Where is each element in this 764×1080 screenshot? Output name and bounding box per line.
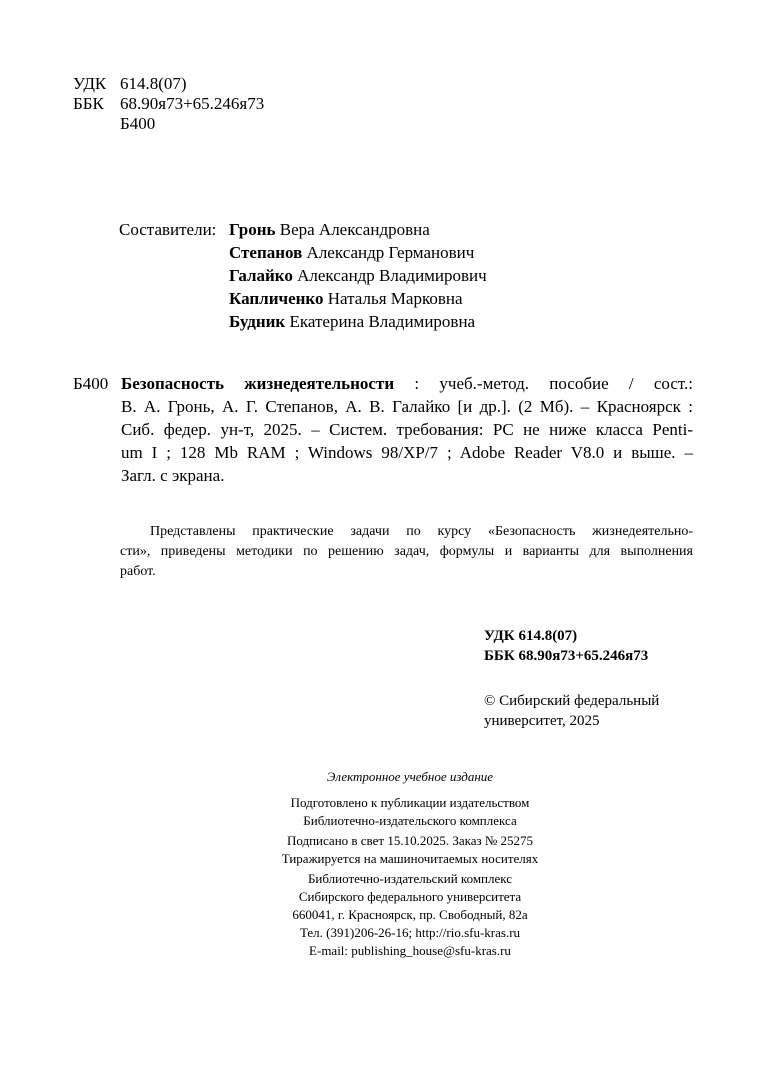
publisher-line-1: Библиотечно-издательский комплекс [307, 871, 513, 886]
bib-line-1-rest: : учеб.-метод. пособие / сост.: [414, 374, 694, 393]
annotation-line-1: Представлены практические задачи по курсу «Безопасность жизнедеятельно- [150, 524, 693, 539]
annotation-line-2: сти», приведены методики по решению задач, формулы и варианты для выполнения [120, 544, 693, 559]
compiler-item [229, 241, 487, 264]
publisher-email: E-mail: publishing_house@sfu-kras.ru [309, 943, 511, 958]
annotation [120, 522, 693, 582]
bbk-value: 68.90я73+65.246я73 [120, 94, 265, 113]
bib-line-5: Загл. с экрана. [121, 466, 225, 485]
imprint-preparation: Подготовлено к публикации издательством Библиотечно-издательского комплекса [290, 795, 530, 828]
bib-line-4: um I ; 128 Mb RAM ; Windows 98/XP/7 ; Adobe Reader V8.0 и выше. – [121, 443, 693, 462]
compiler-surname: Будник [229, 312, 286, 331]
compiler-item [229, 310, 487, 333]
right-bbk: ББК 68.90я73+65.246я73 [484, 648, 649, 664]
right-udk: УДК 614.8(07) [484, 628, 578, 644]
publisher-address: 660041, г. Красноярск, пр. Свободный, 82а [292, 907, 528, 922]
annotation-line-3: работ. [120, 564, 156, 579]
compiler-surname: Капличенко [229, 289, 324, 308]
author-mark: Б400 [120, 114, 156, 133]
copyright-line-1: © Сибирский федеральный [484, 693, 660, 709]
compiler-given-names: Александр Германович [306, 243, 475, 262]
bbk-row [73, 94, 264, 114]
author-mark-row [73, 114, 264, 134]
compiler-list [229, 218, 487, 333]
compiler-given-names: Екатерина Владимировна [289, 312, 476, 331]
udk-value: 614.8(07) [120, 74, 187, 93]
compiler-item [229, 264, 487, 287]
imprint-edition-type: Электронное учебное издание [326, 769, 494, 784]
compiler-surname: Гронь [229, 220, 276, 239]
bib-line-1 [121, 372, 693, 395]
compilers-block [119, 218, 569, 338]
bib-code: Б400 [73, 374, 109, 393]
compiler-surname: Степанов [229, 243, 303, 262]
compiler-surname: Галайко [229, 266, 293, 285]
bib-line-2: В. А. Гронь, А. Г. Степанов, А. В. Галайко [и др.]. (2 Мб). – Красноярск : [121, 397, 693, 416]
classification-block [73, 74, 264, 134]
copyright-notice [484, 691, 659, 731]
imprint-signed: Подписано в свет 15.10.2025. Заказ № 25275 Тиражируется на машиночитаемых носителях [281, 833, 539, 866]
compiler-item [229, 287, 487, 310]
bbk-label: ББК [73, 94, 104, 113]
udk-label: УДК [73, 74, 107, 93]
publisher-line-2: Сибирского федерального университета [298, 889, 522, 904]
bibliographic-record [73, 372, 693, 492]
right-classification [484, 626, 648, 666]
udk-row [73, 74, 264, 94]
bib-title: Безопасность жизнедеятельности [121, 374, 395, 393]
publisher-phone: Тел. (391)206-26-16; http://rio.sfu-kras.ru [299, 925, 521, 940]
compiler-given-names: Вера Александровна [279, 220, 430, 239]
bib-line-3: Сиб. федер. ун-т, 2025. – Систем. требования: PC не ниже класса Penti- [121, 420, 693, 439]
copyright-line-2: университет, 2025 [484, 713, 600, 729]
compiler-given-names: Наталья Марковна [327, 289, 463, 308]
compilers-label: Составители: [119, 220, 217, 239]
compiler-given-names: Александр Владимирович [297, 266, 487, 285]
imprint-publisher [230, 870, 590, 960]
compiler-item [229, 218, 487, 241]
